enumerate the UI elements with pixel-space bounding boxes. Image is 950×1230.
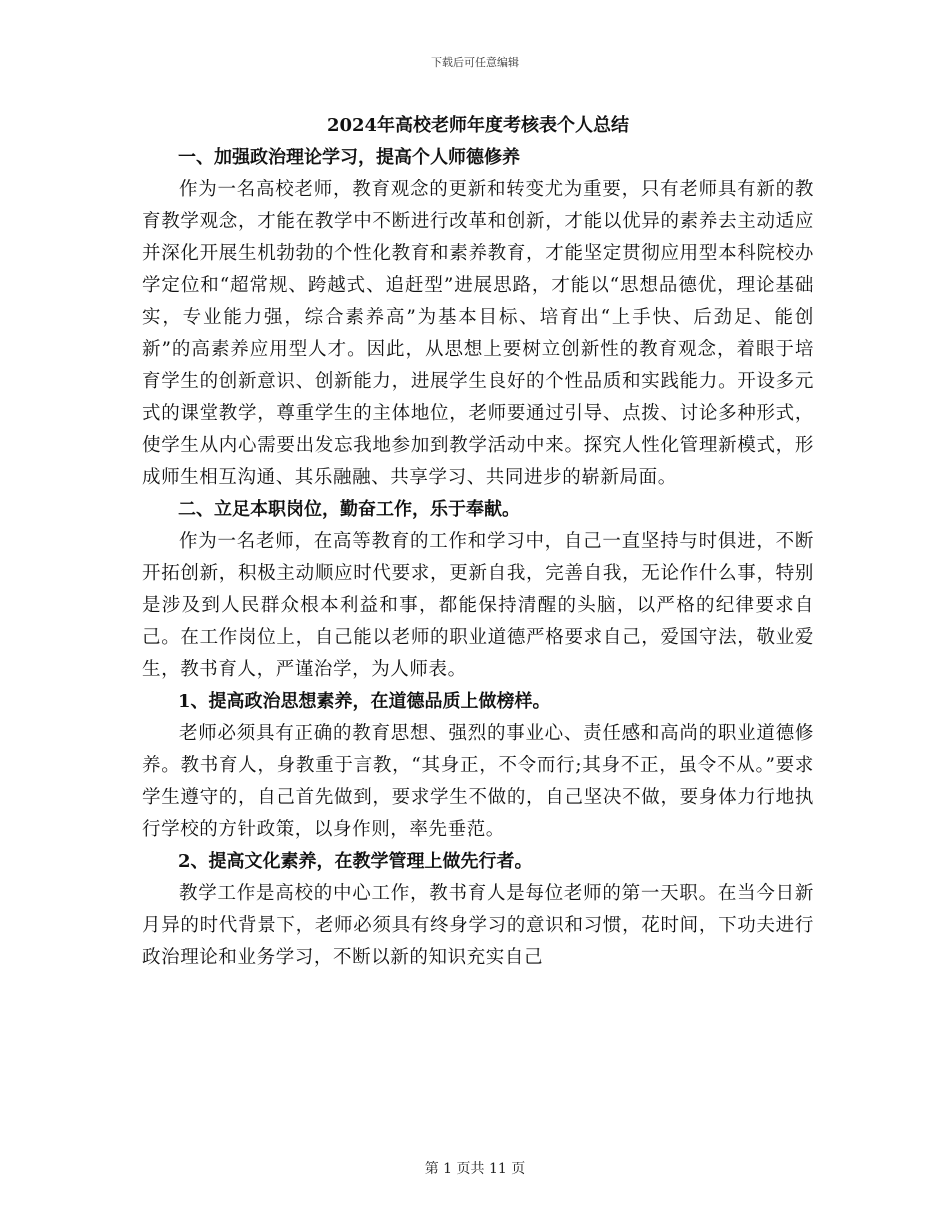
paragraph-3: 老师必须具有正确的教育思想、强烈的事业心、责任感和高尚的职业道德修养。教书育人，身教重于言教，“其身正，不令而行;其身不正，虽令不从。”要求学生遵守的，自己首先做到，要求学生不做的，自己坚决不做，要身体力行地执行学校的方针政策，以身作则，率先垂范。: [142, 723, 814, 840]
paragraph-2: 作为一名老师，在高等教育的工作和学习中，自己一直坚持与时俱进，不断开拓创新，积极主动顺应时代要求，更新自我，完善自我，无论作什么事，特别是涉及到人民群众根本利益和事，都能保持清醒的头脑，以严格的纪律要求自己。在工作岗位上，自己能以老师的职业道德严格要求自己，爱国守法，敬业爱生，教书育人，严谨治学，为人师表。: [142, 531, 814, 680]
page-footer: 第 1 页共 11 页: [424, 1161, 526, 1177]
paragraph-1: 作为一名高校老师，教育观念的更新和转变尤为重要，只有老师具有新的教育教学观念，才能在教学中不断进行改革和创新，才能以优异的素养去主动适应并深化开展生机勃勃的个性化教育和素养教育，才能坚定贯彻应用型本科院校办学定位和“超常规、跨越式、追赶型”进展思路，才能以“思想品德优，理论基础实，专业能力强，综合素养高”为基本目标、培育出“上手快、后劲足、能创新”的高素养应用型人才。因此，从思想上要树立创新性的教育观念，着眼于培育学生的创新意识、创新能力，进展学生良好的个性品质和实践能力。开设多元式的课堂教学，尊重学生的主体地位，老师要通过引导、点拨、讨论多种形式，使学生从内心需要出发忘我地参加到教学活动中来。探究人性化管理新模式，形成师生相互沟通、其乐融融、共享学习、共同进步的崭新局面。: [142, 179, 814, 488]
page-header: 下载后可任意编辑: [431, 56, 519, 69]
document-body: [142, 110, 814, 974]
section-heading-1: 一、加强政治理论学习，提高个人师德修养: [178, 147, 520, 168]
section-heading-2: 二、立足本职岗位，勤奋工作，乐于奉献。: [178, 499, 520, 520]
paragraph-4: 教学工作是高校的中心工作，教书育人是每位老师的第一天职。在当今日新月异的时代背景下，老师必须具有终身学习的意识和习惯，花时间，下功夫进行政治理论和业务学习，不断以新的知识充实自己: [142, 883, 814, 968]
subsection-heading-2: 2、提高文化素养，在教学管理上做先行者。: [178, 851, 533, 872]
document-title: 2024年高校老师年度考核表个人总结: [326, 115, 630, 136]
subsection-heading-1: 1、提高政治思想素养，在道德品质上做榜样。: [178, 691, 551, 712]
